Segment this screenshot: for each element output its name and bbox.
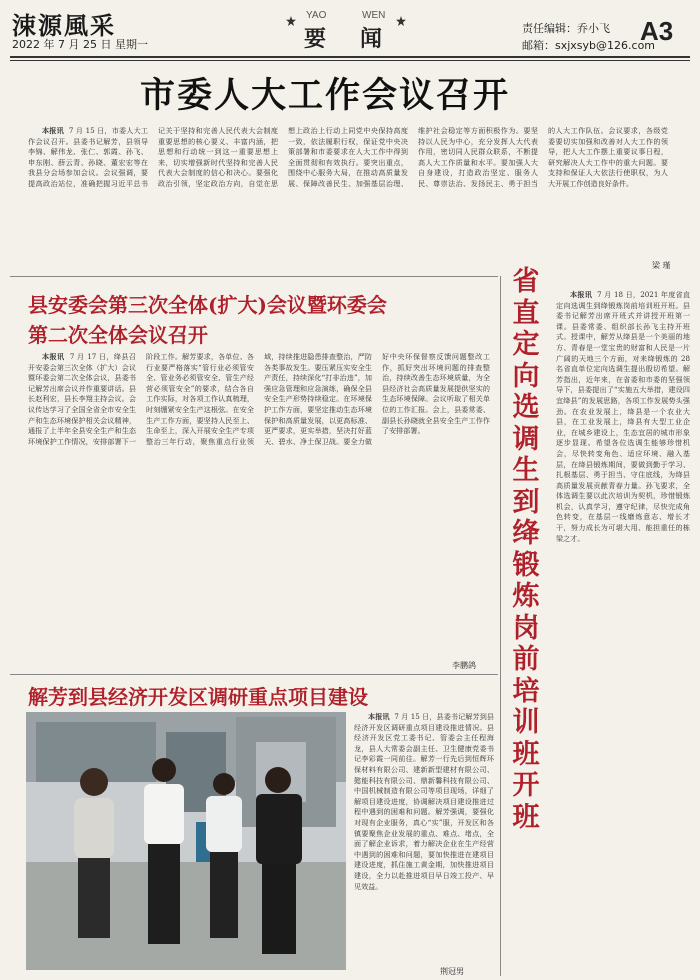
article2-headline-line1: 县安委会第三次全体(扩大)会议暨环委会 xyxy=(28,293,387,317)
section-cn-left: 要 xyxy=(304,26,327,52)
email-line: 邮箱：sxjxsyb@126.com xyxy=(522,39,656,52)
article1-byline: 本报讯 xyxy=(42,126,64,135)
article2-body xyxy=(28,352,490,640)
star-icon xyxy=(286,11,296,21)
header-rule-thin xyxy=(10,60,690,61)
article2-author: 李鹏鸽 xyxy=(452,661,476,670)
article1-author: 梁 瑾 xyxy=(652,261,671,270)
star-icon xyxy=(396,11,406,21)
article4-headline-line1: 解芳到县经济开发区调研重点项目建设 xyxy=(28,685,368,709)
article3-vertical-headline: 省直定向选调生到绛锻炼岗前培训班开班 xyxy=(512,266,540,833)
header-rule xyxy=(10,56,690,58)
section-en-left: YAO xyxy=(306,10,327,21)
divider xyxy=(10,674,498,675)
editor-line: 责任编辑：乔小飞 xyxy=(522,22,610,35)
divider xyxy=(10,276,498,277)
article1-headline: 市委人大工作会议召开 xyxy=(140,75,511,116)
article4-author: 荆冠男 xyxy=(440,967,464,976)
section-en-right: WEN xyxy=(362,10,386,21)
article3-body xyxy=(556,290,690,970)
column-divider xyxy=(500,276,501,976)
article1-text: 7 月 15 日，市委人大工作会议召开。县委书记解芳，县领导李锦、解伟龙、张仁、郭霞、孙飞、申东刚、薛云青、孙晓、董宏宏等在我县分会场参加会议。会议强调，要提高政治站位，准确把握习近平总书记关于坚持和完善人民代表大会制度重要思想的核心要义、丰富内涵，把思想和行动统一到这一重要思想上来，切实增强新时代坚持和完善人民代表大会制度的信心和决心。要强化政治引领，坚定政治方向，自觉在思想上政治上行动上同党中央保持高度一致，依法履职行权，保证党中央决策部署和市委要求在人大工作中得到全面贯彻和有效执行。要突出重点，围绕中心服务大局，在推动高质量发展、保障改善民生、加强基层治理、维护社会稳定等方面积极作为。要坚持以人民为中心，充分发挥人大代表作用，密切同人民群众联系，不断提高人大工作质量和水平。要加强人大自身建设，打造政治坚定、服务人民、尊崇法治、发扬民主、勇于担当的人大工作队伍。会议要求，各级党委要切实加强和改善对人大工作的领导，把人大工作摆上重要议事日程，研究解决人大工作中的重大问题。要支持和保证人大依法行使职权，为人大开展工作创造良好条件。 xyxy=(28,126,668,188)
article4-byline: 本报讯 xyxy=(368,712,390,721)
article4-text: 7 月 15 日，县委书记解芳到县经济开发区调研重点项目建设推进情况。县经济开发区党工委书记、管委会主任程海龙，县人大常委会副主任、卫生健康党委书记李彩霞一同前往。解芳一行先后到恒辉环保材料有限公司、建新新型建材有限公司、懿能科技有限公司、鼎新馨科技有限公司、中国机械制造有限公司等项目现场，详细了解项目建设进度，协调解决项目建设推进过程中遇到的困难和问题。解芳强调，要强化对现有企业服务，真心“实”服，开发区和各镇要聚焦企业发展的重点、难点、堵点，全面了解企业诉求，着力解决企业在生产经营中遇到的困难和问题，要加快推进在建项目建设进度，抓住施工黄金期，加快推进项目建设，全力以赴推进项目早日竣工投产、早见效益。 xyxy=(354,712,494,891)
paper-name: 涑源風采 xyxy=(12,11,116,40)
editor-info xyxy=(522,20,655,54)
article2-text: 7 月 17 日，绛县召开安委会第三次全体（扩大）会议暨环委会第二次全体会议，县委书记解芳出席会议并作重要讲话。县长赵利宏，县长李翔主持会议。会议传达学习了全国全省全市安全生产和生态环境保护相关会议精神，通报了上半年全县安全生产和生态环境保护工作情况，安排部署下一阶段工作。解芳要求，各单位、各行业要严格落实“管行业必须管安全、管业务必须管安全、管生产经营必须管安全”的要求，结合各自工作实际，对各项工作认真梳理，时刻绷紧安全生产这根弦。在安全生产工作方面，要坚持人民至上、生命至上，深入开展安全生产专项整治三年行动，聚焦重点行业领域，持续推进隐患排查整治，严防各类事故发生。要压紧压实安全生产责任，持续深化“打非治违”，加强应急管理和应急演练，确保全县安全生产形势持续稳定。在环境保护工作方面，要坚定推动生态环境保护和高质量发展，以更高标准、更严要求，更实举措，坚决打好蓝天、碧水、净土保卫战。要全力做好中央环保督察反馈问题整改工作，抓好突出环境问题的排查整治，持续改善生态环境质量，为全县经济社会高质量发展提供坚实的生态环境保障。会议听取了相关单位的工作汇报。会上，县委常委、副县长孙晓就全县安全生产工作作了安排部署。 xyxy=(28,352,490,446)
article3-text: 7 月 18 日，2021 年度省直定向选调生到绛锻炼岗前培训班开班。县委书记解芳出席开班式并讲授开班第一课。县委常委、组织部长孙飞主持开班式。授课中，解芳从绛县是一个美丽的地方、青春是一堂宝贵的财富和人民是一片广阔的天地三个方面，对来绛锻炼的 28 名省直单位定向选调生提出殷切希望。解芳指出，近年来，在省委和市委的坚强领导下，县委提出了“实施五大举措，建设四宜绛县”的发展思路，各项工作发展势头强劲。在农业发展上，绛县是一个农业大县，在工业发展上，绛县有大型工业企业，在城乡建设上，生态宜居的城市形象逐步显现。希望各位选调生能够珍惜机会，尽快转变角色、适应环境、融入基层，在绛县锻炼期间，要做到勤于学习、扎根基层、勇于担当、守住底线，为绛县高质量发展贡献青春力量。孙飞要求，全体选调生要以此次培训为契机，珍惜锻炼机会，认真学习，遵守纪律，尽快完成角色转变，在基层一线磨炼意志、增长才干，努力成长为可堪大用、能担重任的栋梁之才。 xyxy=(556,290,690,543)
article2-headline-line2: 第二次全体会议召开 xyxy=(28,323,208,347)
article2-headline xyxy=(28,290,387,350)
article3-byline: 本报讯 xyxy=(570,290,593,299)
article1-body xyxy=(28,126,668,272)
news-photo xyxy=(26,712,346,970)
photo-illustration xyxy=(26,712,346,970)
section-cn-right: 闻 xyxy=(360,26,383,52)
article2-byline: 本报讯 xyxy=(42,352,65,361)
date-line: 2022 年 7 月 25 日 星期一 xyxy=(12,38,148,51)
page-number: A3 xyxy=(640,16,674,46)
article4-body xyxy=(354,712,494,964)
